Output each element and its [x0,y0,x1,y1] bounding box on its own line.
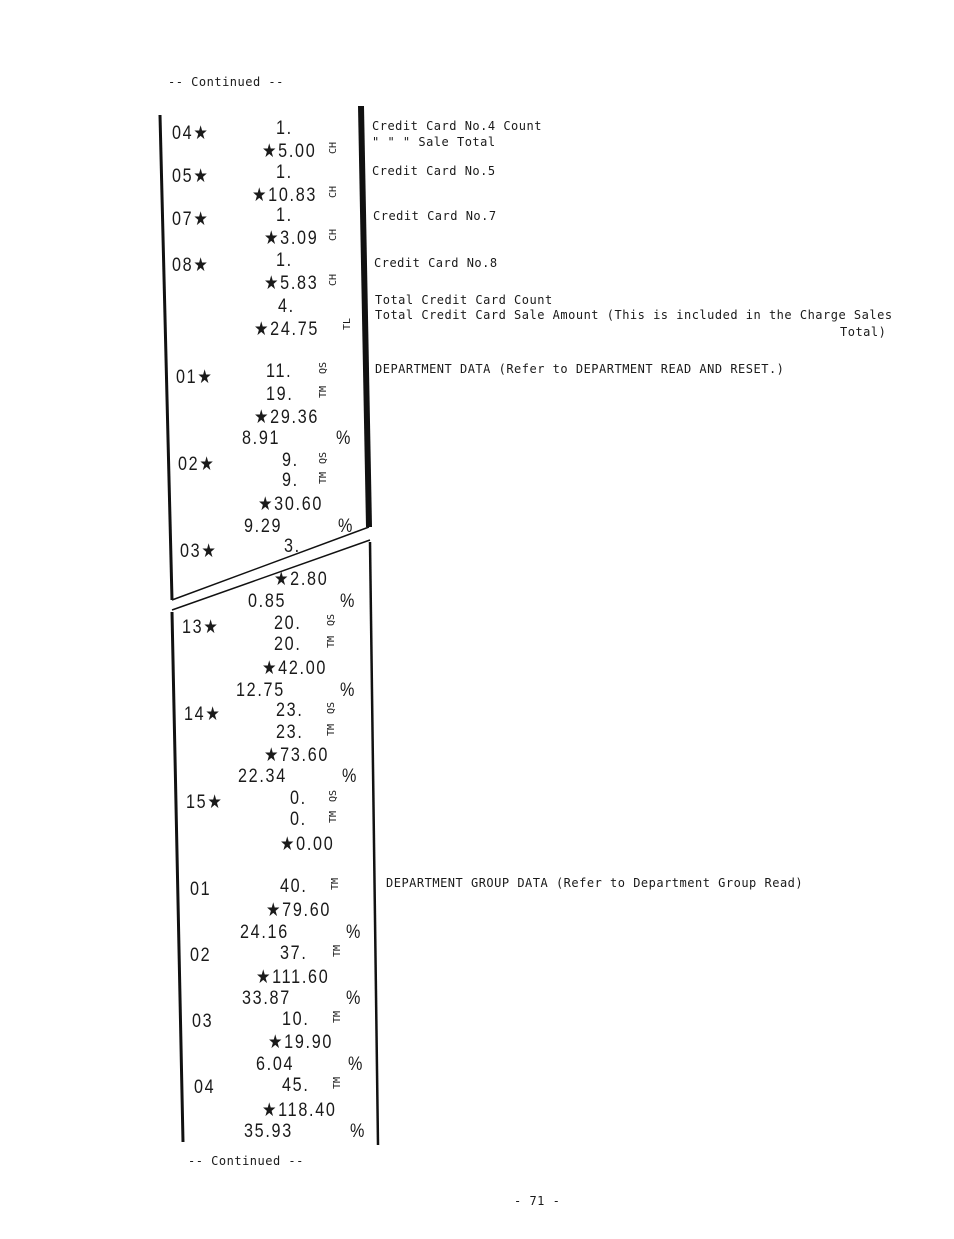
receipt-line: 05★ [172,166,210,187]
receipt-tag: CH [328,142,339,155]
receipt-line: 11. [266,361,293,382]
continued-bottom: -- Continued -- [188,1154,304,1168]
receipt-line: % [348,1054,365,1075]
receipt-tag: TM [332,945,343,958]
receipt-line: 0.85 [248,591,287,612]
receipt-tag: TM [330,878,341,891]
receipt-line: 4. [278,296,295,317]
receipt-line: 3. [284,536,301,557]
receipt-line: % [338,516,355,537]
receipt-line: 12.75 [236,680,285,701]
receipt-line: 02★ [178,454,216,475]
receipt-line: 20. [274,613,302,634]
receipt-line: 1. [276,162,293,183]
receipt-line: 02 [190,945,212,966]
receipt-line: ★5.00 [262,141,317,162]
receipt-tag: QS [318,362,329,375]
receipt-tag: TM [332,1011,343,1024]
description-line: " " " Sale Total [372,135,496,149]
receipt-line: ★0.00 [280,834,335,855]
receipt-tag: QS [326,702,337,715]
strip-top-right-edge [361,106,369,527]
receipt-line: 1. [276,118,293,139]
receipt-line: 6.04 [256,1054,295,1075]
receipt-line: % [342,766,359,787]
description-line: Credit Card No.4 Count [372,119,542,133]
receipt-line: 03★ [180,541,218,562]
receipt-line: 13★ [182,617,220,638]
receipt-line: 14★ [184,704,222,725]
receipt-tag: TM [318,386,329,399]
receipt-line: 10. [282,1009,310,1030]
receipt-line: ★29.36 [254,407,320,428]
receipt-line: 1. [276,250,293,271]
receipt-line: ★42.00 [262,658,328,679]
receipt-line: ★73.60 [264,745,330,766]
description-line: Total Credit Card Sale Amount (This is included in the Charge Sales [375,308,893,322]
receipt-line: 20. [274,634,302,655]
receipt-line: ★10.83 [252,185,318,206]
receipt-line: ★2.80 [274,569,329,590]
receipt-line: ★30.60 [258,494,324,515]
receipt-line: 9.29 [244,516,283,537]
receipt-line: ★5.83 [264,273,319,294]
receipt-line: 0. [290,788,307,809]
receipt-line: ★111.60 [256,967,330,988]
description-line: Total Credit Card Count [375,293,553,307]
receipt-tag: TM [326,636,337,649]
receipt-line: % [340,680,357,701]
receipt-line: 08★ [172,255,210,276]
receipt-line: % [336,428,353,449]
receipt-line: ★79.60 [266,900,332,921]
receipt-line: 0. [290,809,307,830]
receipt-line: 8.91 [242,428,281,449]
receipt-tag: TL [342,318,353,331]
receipt-line: % [340,591,357,612]
description-line: DEPARTMENT DATA (Refer to DEPARTMENT READ AND RESET.) [375,362,785,376]
receipt-tag: CH [328,274,339,287]
receipt-line: 23. [276,722,304,743]
receipt-tag: CH [328,186,339,199]
receipt-line: 22.34 [238,766,287,787]
receipt-line: 23. [276,700,304,721]
receipt-line: 1. [276,205,293,226]
receipt-line: ★24.75 [254,319,320,340]
receipt-line: 04★ [172,123,210,144]
receipt-line: ★19.90 [268,1032,334,1053]
continued-top: -- Continued -- [168,75,284,89]
receipt-line: 37. [280,943,308,964]
description-line: DEPARTMENT GROUP DATA (Refer to Department Group Read) [386,876,804,890]
receipt-line: 01★ [176,367,214,388]
description-line: Credit Card No.8 [374,256,498,270]
receipt-line: 33.87 [242,988,291,1009]
strip-top-left-edge [160,115,172,600]
description-line: Credit Card No.7 [373,209,497,223]
receipt-line: 9. [282,450,299,471]
receipt-tag: TM [326,724,337,737]
receipt-tag: TM [332,1077,343,1090]
receipt-line: ★118.40 [262,1100,337,1121]
receipt-line: 01 [190,879,212,900]
strip-bottom-left-edge [172,612,183,1142]
receipt-line: % [346,988,363,1009]
receipt-tag: QS [318,452,329,465]
receipt-line: 04 [194,1077,216,1098]
receipt-line: 9. [282,470,299,491]
receipt-tag: QS [328,790,339,803]
receipt-line: 15★ [186,792,224,813]
receipt-line: 19. [266,384,294,405]
receipt-line: 40. [280,876,308,897]
description-line: Credit Card No.5 [372,164,496,178]
receipt-line: % [346,922,363,943]
receipt-line: 24.16 [240,922,289,943]
page-number: - 71 - [514,1194,561,1208]
receipt-line: 03 [192,1011,214,1032]
strip-bottom-right-edge [370,542,378,1145]
receipt-line: 07★ [172,209,210,230]
receipt-tag: CH [328,229,339,242]
receipt-line: 45. [282,1075,310,1096]
receipt-line: % [350,1121,367,1142]
receipt-line: ★3.09 [264,228,319,249]
receipt-tag: QS [326,614,337,627]
description-line: Total) [840,325,887,339]
receipt-tag: TM [318,472,329,485]
receipt-line: 35.93 [244,1121,293,1142]
receipt-tag: TM [328,811,339,824]
